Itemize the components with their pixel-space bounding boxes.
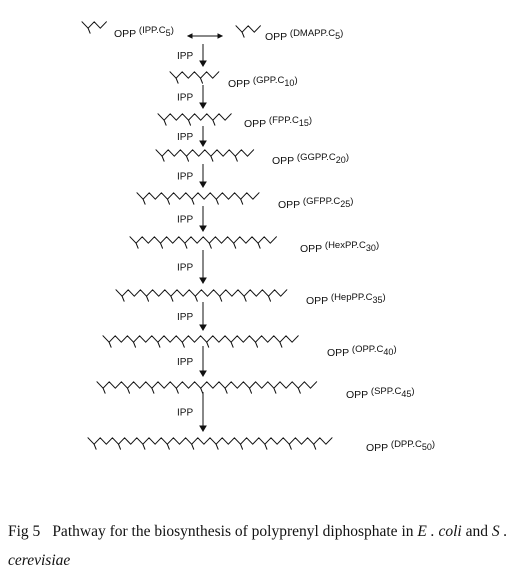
opp-branches <box>109 342 282 347</box>
heppp-branches <box>122 296 270 301</box>
figure-caption <box>8 517 513 575</box>
step-1-ipp-label: IPP <box>177 51 194 62</box>
spp-branches <box>103 388 300 393</box>
fpp-chain <box>158 114 231 120</box>
fpp-label: OPP (FPP.C15) <box>244 115 313 130</box>
caption-text-part-1: Pathway for the biosynthesis of polyprenyl diphosphate in <box>52 523 418 540</box>
ggpp-chain <box>156 150 254 156</box>
caption-text-part-2: and <box>461 523 492 540</box>
heppp-label: OPP (HepPP.C35) <box>306 292 386 307</box>
step-8-arrowhead <box>200 371 206 376</box>
dmapp-chain <box>236 26 260 32</box>
gfpp-branches <box>143 199 243 204</box>
hexpp-branches <box>136 243 260 248</box>
step-7-ipp-label: IPP <box>177 312 194 323</box>
gpp-branches <box>176 78 202 83</box>
ipp-label: OPP (IPP.C5) <box>114 25 174 40</box>
step-2-arrowhead <box>200 103 206 108</box>
step-4-arrowhead <box>200 182 206 187</box>
step-5-arrowhead <box>200 226 206 231</box>
caption-organism-yeast: S . cerevisiae <box>8 523 508 569</box>
spp-label: OPP (SPP.C45) <box>346 386 415 401</box>
ggpp-branches <box>162 156 237 161</box>
gfpp-label: OPP (GFPP.C25) <box>278 196 354 211</box>
caption-organism-ecoli: E . coli <box>417 523 462 540</box>
opp-chain <box>103 336 298 342</box>
heppp-chain <box>116 290 287 296</box>
step-1-arrowhead <box>200 61 206 66</box>
ipp-branches <box>88 28 90 33</box>
dpp-chain <box>88 438 332 444</box>
ipp-chain <box>82 22 106 28</box>
step-3-ipp-label: IPP <box>177 132 194 143</box>
step-5-ipp-label: IPP <box>177 214 194 226</box>
step-2-ipp-label: IPP <box>177 92 194 104</box>
step-9-arrowhead <box>200 426 206 431</box>
gpp-label: OPP (GPP.C10) <box>228 75 298 90</box>
opp-label: OPP (OPP.C40) <box>327 344 397 359</box>
step-7-arrowhead <box>200 325 206 330</box>
caption-figure-number: Fig 5 <box>8 523 41 540</box>
dpp-branches <box>94 444 316 449</box>
step-8-ipp-label: IPP <box>177 357 194 368</box>
step-3-arrowhead <box>200 141 206 146</box>
dmapp-label: OPP (DMAPP.C5) <box>265 28 344 43</box>
gpp-chain <box>170 72 219 78</box>
step-9-ipp-label: IPP <box>177 407 194 419</box>
spp-chain <box>97 382 317 388</box>
step-6-ipp-label: IPP <box>177 262 194 274</box>
hexpp-chain <box>130 237 276 243</box>
gfpp-chain <box>137 193 259 199</box>
dpp-label: OPP (DPP.C50) <box>366 439 436 454</box>
fpp-branches <box>164 120 215 125</box>
hexpp-label: OPP (HexPP.C30) <box>300 240 380 255</box>
step-4-ipp-label: IPP <box>177 171 194 183</box>
step-6-arrowhead <box>200 278 206 283</box>
dmapp-branches <box>242 32 244 37</box>
ggpp-label: OPP (GGPP.C20) <box>272 152 349 167</box>
